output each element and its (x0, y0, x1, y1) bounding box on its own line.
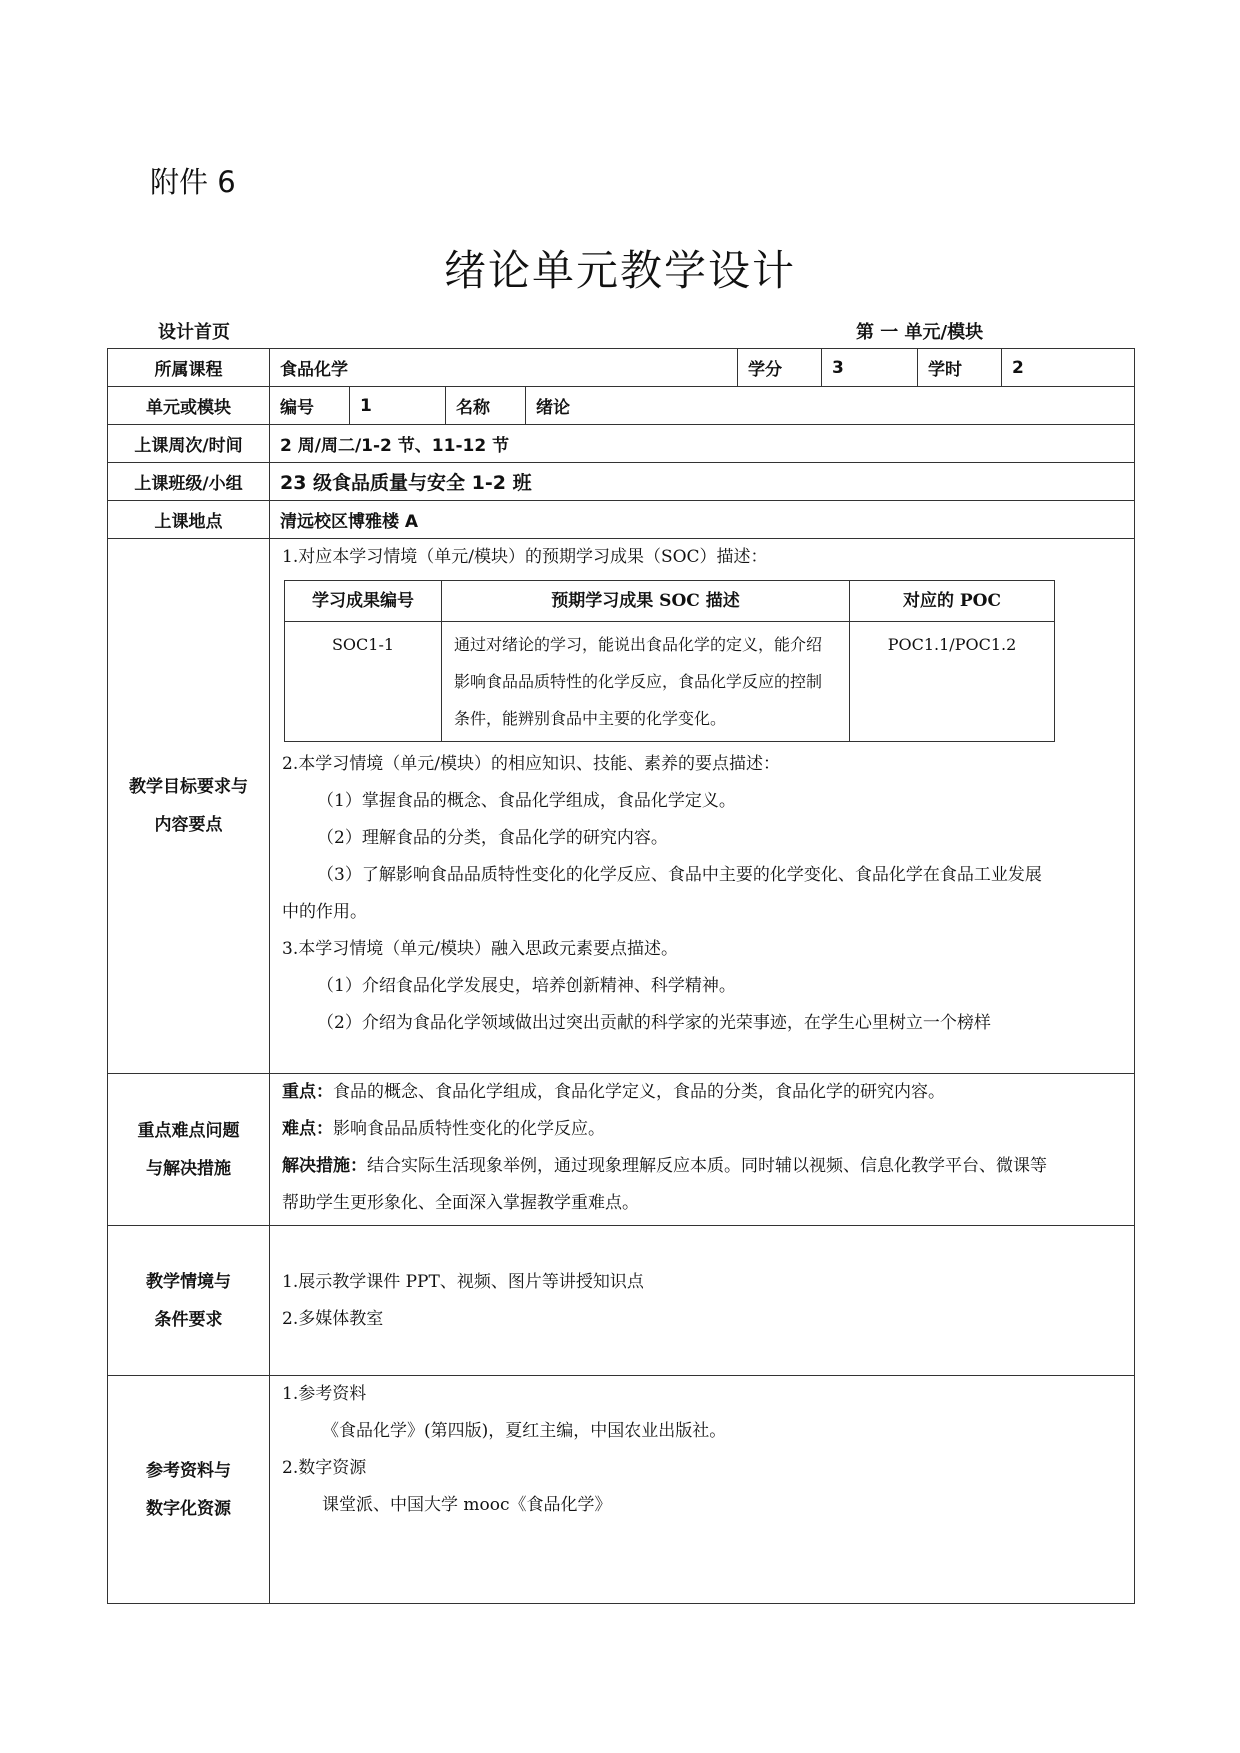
solution-text: 结合实际生活现象举例，通过现象理解反应本质。同时辅以视频、信息化教学平台、微课等 (367, 1156, 1047, 1176)
time-value: 2 周/周二/1-2 节、11-12 节 (270, 425, 1135, 463)
context-item: 2.多媒体教室 (282, 1308, 384, 1329)
row-course (108, 349, 1135, 387)
class-label: 上课班级/小组 (108, 463, 270, 501)
attachment-label: 附件 6 (150, 165, 236, 199)
context-label-1: 教学情境与 (146, 1271, 231, 1292)
place-label: 上课地点 (108, 501, 270, 539)
soc-header-desc: 预期学习成果 SOC 描述 (442, 581, 850, 622)
key-label: 重点： (282, 1082, 333, 1102)
refs-item-digital: 课堂派、中国大学 mooc《食品化学》 (322, 1495, 612, 1515)
key-text: 食品的概念、食品化学组成，食品化学定义，食品的分类，食品化学的研究内容。 (333, 1082, 945, 1102)
context-item: 1.展示教学课件 PPT、视频、图片等讲授知识点 (282, 1271, 644, 1292)
refs-label (108, 1376, 270, 1604)
context-label (108, 1226, 270, 1376)
row-context (108, 1226, 1135, 1376)
hours-value: 2 (1002, 349, 1135, 387)
row-class (108, 463, 1135, 501)
objectives-content (270, 539, 1135, 1074)
design-table (107, 348, 1135, 1604)
s2-item: （1）掌握食品的概念、食品化学组成，食品化学定义。 (317, 791, 736, 811)
context-label-2: 条件要求 (154, 1309, 223, 1330)
row-place (108, 501, 1135, 539)
soc-poc: POC1.1/POC1.2 (850, 622, 1055, 742)
place-value: 清远校区博雅楼 A (270, 501, 1135, 539)
soc-id: SOC1-1 (285, 622, 442, 742)
unit-name: 绪论 (526, 387, 1135, 425)
credit-value: 3 (822, 349, 918, 387)
header-right: 第 一 单元/模块 (856, 322, 984, 343)
row-time (108, 425, 1135, 463)
keypoints-label-1: 重点难点问题 (137, 1120, 240, 1141)
objectives-label-1: 教学目标要求与 (129, 777, 248, 797)
objectives-s3: 3.本学习情境（单元/模块）融入思政元素要点描述。 (282, 939, 678, 959)
course-value: 食品化学 (270, 349, 738, 387)
row-refs (108, 1376, 1135, 1604)
page-title: 绪论单元教学设计 (443, 246, 796, 295)
s2-item: （3）了解影响食品品质特性变化的化学反应、食品中主要的化学变化、食品化学在食品工业发展 (317, 865, 1042, 885)
time-label: 上课周次/时间 (108, 425, 270, 463)
keypoints-content (270, 1074, 1135, 1226)
row-objectives (108, 539, 1135, 1074)
row-keypoints (108, 1074, 1135, 1226)
s3-item: （1）介绍食品化学发展史，培养创新精神、科学精神。 (317, 976, 736, 996)
soc-desc: 通过对绪论的学习，能说出食品化学的定义，能介绍影响食品品质特性的化学反应，食品化学反应的控制条件，能辨别食品中主要的化学变化。 (442, 622, 850, 742)
objectives-label (108, 539, 270, 1074)
s3-item: （2）介绍为食品化学领域做出过突出贡献的科学家的光荣事迹，在学生心里树立一个榜样 (317, 1013, 991, 1033)
refs-content (270, 1376, 1135, 1604)
unit-no-label: 编号 (270, 387, 350, 425)
header-left: 设计首页 (158, 322, 230, 343)
credit-label: 学分 (738, 349, 822, 387)
refs-label-1: 参考资料与 (146, 1460, 231, 1481)
refs-item-book: 《食品化学》(第四版)，夏红主编，中国农业出版社。 (322, 1421, 727, 1441)
class-value: 23 级食品质量与安全 1-2 班 (270, 463, 1135, 501)
soc-row (285, 622, 1055, 742)
objectives-s2: 2.本学习情境（单元/模块）的相应知识、技能、素养的要点描述： (282, 754, 780, 774)
s2-item: （2）理解食品的分类，食品化学的研究内容。 (317, 828, 668, 848)
solution-label: 解决措施： (282, 1156, 367, 1176)
context-content (270, 1226, 1135, 1376)
unit-label: 单元或模块 (108, 387, 270, 425)
objectives-s1: 1.对应本学习情境（单元/模块）的预期学习成果（SOC）描述： (282, 547, 768, 567)
hours-label: 学时 (918, 349, 1002, 387)
keypoints-label (108, 1074, 270, 1226)
difficulty-label: 难点： (282, 1119, 333, 1139)
keypoints-label-2: 与解决措施 (146, 1158, 231, 1179)
soc-table (284, 580, 1055, 742)
s2-item-continued: 中的作用。 (282, 902, 367, 922)
refs-heading-2: 2.数字资源 (282, 1458, 367, 1478)
difficulty-text: 影响食品品质特性变化的化学反应。 (333, 1119, 605, 1139)
row-unit (108, 387, 1135, 425)
refs-heading-1: 1.参考资料 (282, 1384, 367, 1404)
soc-header-poc: 对应的 POC (850, 581, 1055, 622)
unit-no: 1 (350, 387, 446, 425)
course-label: 所属课程 (108, 349, 270, 387)
objectives-label-2: 内容要点 (154, 815, 223, 835)
soc-header-id: 学习成果编号 (285, 581, 442, 622)
solution-text-continued: 帮助学生更形象化、全面深入掌握教学重难点。 (282, 1193, 639, 1213)
refs-label-2: 数字化资源 (146, 1498, 231, 1519)
unit-name-label: 名称 (446, 387, 526, 425)
